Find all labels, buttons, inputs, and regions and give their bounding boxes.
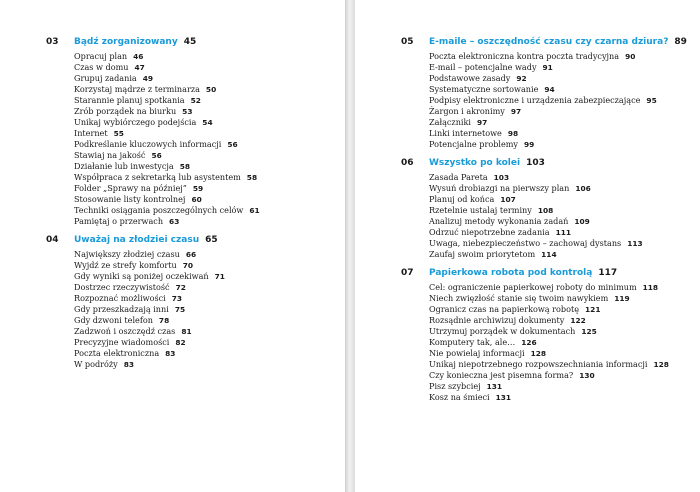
chapter-number: 07 xyxy=(401,268,414,278)
entry-list xyxy=(429,172,691,260)
entry-page-number: 81 xyxy=(181,327,192,336)
entry-title: Rzetelnie ustalaj terminy xyxy=(429,205,532,215)
entry-title: Stawiaj na jakość xyxy=(74,150,146,160)
entry-title: Podpisy elektroniczne i urządzenia zabezpieczające xyxy=(429,95,641,105)
toc-entry xyxy=(429,227,691,238)
chapter-number: 03 xyxy=(46,37,59,47)
entry-page-number: 59 xyxy=(192,184,204,193)
entry-title: Rozsądnie archiwizuj dokumenty xyxy=(429,315,565,325)
toc-entry xyxy=(429,304,691,315)
entry-title: Załączniki xyxy=(429,117,471,127)
entry-page-number: 126 xyxy=(521,338,537,347)
toc-column xyxy=(401,36,691,410)
toc-entry xyxy=(74,106,336,117)
entry-page-number: 83 xyxy=(165,349,176,358)
toc-entry xyxy=(74,282,336,293)
chapter xyxy=(46,234,336,370)
entry-page-number: 54 xyxy=(202,118,213,127)
entry-title: Gdy dzwoni telefon xyxy=(74,315,153,325)
toc-entry xyxy=(429,249,691,260)
entry-page-number: 106 xyxy=(575,184,591,193)
chapter-heading xyxy=(74,36,336,48)
toc-column xyxy=(46,36,336,377)
toc-entry xyxy=(74,260,336,271)
entry-title: Utrzymuj porządek w dokumentach xyxy=(429,326,576,336)
entry-title: Gdy wyniki są poniżej oczekiwań xyxy=(74,271,209,281)
entry-list xyxy=(74,51,336,227)
toc-entry xyxy=(429,95,691,106)
entry-page-number: 131 xyxy=(486,382,503,391)
entry-page-number: 121 xyxy=(585,305,601,314)
toc-entry xyxy=(74,161,336,172)
entry-title: Czy konieczna jest pisemna forma? xyxy=(429,370,574,380)
entry-page-number: 119 xyxy=(614,294,630,303)
toc-entry xyxy=(74,183,336,194)
entry-title: Działanie lub inwestycja xyxy=(74,161,174,171)
toc-entry xyxy=(74,348,336,359)
entry-page-number: 92 xyxy=(516,74,527,83)
entry-title: Planuj od końca xyxy=(429,194,495,204)
chapter-number: 04 xyxy=(46,235,59,245)
entry-page-number: 55 xyxy=(113,129,124,138)
chapter-title: Uważaj na złodziei czasu xyxy=(74,235,200,245)
entry-title: Komputery tak, ale… xyxy=(429,337,516,347)
toc-entry xyxy=(74,139,336,150)
toc-entry xyxy=(74,271,336,282)
chapter xyxy=(401,36,691,150)
entry-title: Żargon i akronimy xyxy=(429,106,505,116)
toc-entry xyxy=(429,238,691,249)
entry-page-number: 103 xyxy=(493,173,510,182)
entry-title: Dostrzec rzeczywistość xyxy=(74,282,170,292)
entry-title: Korzystaj mądrze z terminarza xyxy=(74,84,200,94)
entry-page-number: 91 xyxy=(542,63,553,72)
entry-page-number: 99 xyxy=(524,140,535,149)
toc-entry xyxy=(429,348,691,359)
entry-page-number: 95 xyxy=(646,96,657,105)
entry-page-number: 131 xyxy=(495,393,512,402)
entry-title: Folder „Sprawy na później” xyxy=(74,183,187,193)
entry-page-number: 128 xyxy=(530,349,546,358)
entry-title: Systematyczne sortowanie xyxy=(429,84,539,94)
entry-title: Rozpoznać możliwości xyxy=(74,293,166,303)
entry-title: Pamiętaj o przerwach xyxy=(74,216,164,226)
toc-entry xyxy=(429,326,691,337)
chapter xyxy=(401,267,691,403)
entry-page-number: 97 xyxy=(477,118,488,127)
toc-entry xyxy=(74,84,336,95)
toc-entry xyxy=(74,315,336,326)
toc-entry xyxy=(74,359,336,370)
entry-title: Unikaj wybiórczego podejścia xyxy=(74,117,197,127)
toc-entry xyxy=(74,337,336,348)
toc-entry xyxy=(429,194,691,205)
entry-page-number: 75 xyxy=(174,305,186,314)
entry-page-number: 130 xyxy=(579,371,595,380)
entry-page-number: 71 xyxy=(214,272,225,281)
entry-page-number: 90 xyxy=(625,52,636,61)
entry-page-number: 107 xyxy=(500,195,516,204)
entry-title: Ogranicz czas na papierkową robotę xyxy=(429,304,580,314)
entry-title: Cel: ograniczenie papierkowej roboty do minimum xyxy=(429,282,637,292)
entry-title: Poczta elektroniczna xyxy=(74,348,160,358)
entry-title: E-mail – potencjalne wady xyxy=(429,62,537,72)
entry-title: Niech zwięzłość stanie się twoim nawykiem xyxy=(429,293,609,303)
toc-entry xyxy=(429,205,691,216)
entry-title: Zasada Pareta xyxy=(429,172,488,182)
entry-page-number: 63 xyxy=(169,217,180,226)
entry-page-number: 98 xyxy=(507,129,519,138)
entry-title: Opracuj plan xyxy=(74,51,128,61)
toc-entry xyxy=(429,315,691,326)
toc-entry xyxy=(74,249,336,260)
chapter-page-number: 89 xyxy=(674,37,687,47)
entry-title: Analizuj metody wykonania zadań xyxy=(429,216,569,226)
chapter-number: 06 xyxy=(401,158,414,168)
entry-title: Wysuń drobiazgi na pierwszy plan xyxy=(429,183,570,193)
entry-page-number: 53 xyxy=(182,107,193,116)
toc-entry xyxy=(429,282,691,293)
entry-title: Starannie planuj spotkania xyxy=(74,95,185,105)
entry-title: Linki internetowe xyxy=(429,128,502,138)
entry-title: Zadzwoń i oszczędź czas xyxy=(74,326,176,336)
entry-title: Największy złodziej czasu xyxy=(74,249,180,259)
chapter-title: Papierkowa robota pod kontrolą xyxy=(429,268,593,278)
entry-title: Techniki osiągania poszczególnych celów xyxy=(74,205,244,215)
entry-page-number: 83 xyxy=(123,360,135,369)
toc-entry xyxy=(74,95,336,106)
entry-title: Precyzyjne wiadomości xyxy=(74,337,170,347)
entry-page-number: 56 xyxy=(227,140,238,149)
entry-page-number: 47 xyxy=(134,63,145,72)
chapter-page-number: 117 xyxy=(598,268,618,278)
entry-title: Grupuj zadania xyxy=(74,73,137,83)
entry-page-number: 111 xyxy=(555,228,572,237)
entry-page-number: 109 xyxy=(574,217,590,226)
toc-entry xyxy=(74,172,336,183)
right-page xyxy=(355,0,700,492)
toc-entry xyxy=(429,84,691,95)
entry-page-number: 70 xyxy=(182,261,194,270)
toc-entry xyxy=(74,326,336,337)
entry-list xyxy=(429,282,691,403)
chapter-heading xyxy=(74,234,336,246)
chapter-heading xyxy=(429,267,691,279)
entry-page-number: 97 xyxy=(510,107,522,116)
entry-page-number: 114 xyxy=(541,250,557,259)
entry-page-number: 118 xyxy=(642,283,659,292)
entry-page-number: 66 xyxy=(185,250,197,259)
toc-entry xyxy=(429,359,691,370)
entry-title: Unikaj niepotrzebnego rozpowszechniania informacji xyxy=(429,359,648,369)
chapter-heading xyxy=(429,157,691,169)
toc-entry xyxy=(74,293,336,304)
entry-list xyxy=(429,51,691,150)
entry-title: Stosowanie listy kontrolnej xyxy=(74,194,186,204)
chapter-page-number: 45 xyxy=(183,37,197,47)
toc-entry xyxy=(429,139,691,150)
chapter-title: Bądź zorganizowany xyxy=(74,37,178,47)
entry-page-number: 78 xyxy=(158,316,170,325)
toc-entry xyxy=(74,117,336,128)
chapter-number: 05 xyxy=(401,37,414,47)
entry-page-number: 72 xyxy=(175,283,186,292)
entry-page-number: 94 xyxy=(544,85,555,94)
toc-entry xyxy=(74,73,336,84)
toc-entry xyxy=(429,172,691,183)
entry-title: Podkreślanie kluczowych informacji xyxy=(74,139,222,149)
toc-entry xyxy=(429,128,691,139)
entry-title: Potencjalne problemy xyxy=(429,139,519,149)
toc-entry xyxy=(74,194,336,205)
entry-page-number: 46 xyxy=(133,52,144,61)
entry-page-number: 125 xyxy=(581,327,597,336)
toc-entry xyxy=(429,293,691,304)
book-gutter xyxy=(345,0,355,492)
toc-entry xyxy=(429,62,691,73)
entry-page-number: 73 xyxy=(171,294,183,303)
entry-page-number: 108 xyxy=(537,206,554,215)
toc-entry xyxy=(429,337,691,348)
toc-entry xyxy=(429,216,691,227)
entry-title: Zrób porządek na biurku xyxy=(74,106,177,116)
entry-title: Poczta elektroniczna kontra poczta tradycyjna xyxy=(429,51,620,61)
toc-entry xyxy=(429,381,691,392)
entry-title: W podróży xyxy=(74,359,118,369)
entry-page-number: 56 xyxy=(151,151,162,160)
chapter-title: E-maile – oszczędność czasu czy czarna dziura? xyxy=(429,37,669,47)
toc-entry xyxy=(429,117,691,128)
toc-entry xyxy=(74,62,336,73)
toc-entry xyxy=(74,150,336,161)
entry-title: Nie powielaj informacji xyxy=(429,348,525,358)
chapter-title: Wszystko po kolei xyxy=(429,158,521,168)
toc-entry xyxy=(74,205,336,216)
chapter-page-number: 103 xyxy=(526,158,545,168)
entry-title: Czas w domu xyxy=(74,62,129,72)
toc-entry xyxy=(429,392,691,403)
chapter-page-number: 65 xyxy=(205,235,218,245)
toc-entry xyxy=(429,370,691,381)
entry-title: Gdy przeszkadzają inni xyxy=(74,304,169,314)
entry-page-number: 128 xyxy=(653,360,669,369)
toc-entry xyxy=(74,304,336,315)
chapter-heading xyxy=(429,36,691,48)
entry-title: Podstawowe zasady xyxy=(429,73,511,83)
entry-title: Kosz na śmieci xyxy=(429,392,490,402)
toc-entry xyxy=(74,128,336,139)
entry-list xyxy=(74,249,336,370)
toc-entry xyxy=(429,183,691,194)
entry-title: Współpraca z sekretarką lub asystentem xyxy=(74,172,241,182)
entry-page-number: 61 xyxy=(249,206,260,215)
entry-page-number: 82 xyxy=(175,338,186,347)
chapter xyxy=(46,36,336,227)
entry-title: Wyjdź ze strefy komfortu xyxy=(74,260,177,270)
entry-title: Pisz szybciej xyxy=(429,381,481,391)
entry-page-number: 60 xyxy=(191,195,202,204)
entry-title: Uwaga, niebezpieczeństwo – zachowaj dystans xyxy=(429,238,622,248)
entry-title: Odrzuć niepotrzebne zadania xyxy=(429,227,550,237)
entry-page-number: 50 xyxy=(205,85,217,94)
entry-page-number: 52 xyxy=(190,96,201,105)
toc-entry xyxy=(74,51,336,62)
toc-entry xyxy=(74,216,336,227)
entry-page-number: 122 xyxy=(570,316,586,325)
toc-entry xyxy=(429,51,691,62)
entry-page-number: 58 xyxy=(246,173,258,182)
entry-page-number: 49 xyxy=(142,74,154,83)
chapter xyxy=(401,157,691,260)
entry-title: Zaufaj swoim priorytetom xyxy=(429,249,536,259)
entry-page-number: 58 xyxy=(179,162,190,171)
left-page xyxy=(0,0,345,492)
toc-entry xyxy=(429,106,691,117)
entry-title: Internet xyxy=(74,128,108,138)
toc-entry xyxy=(429,73,691,84)
entry-page-number: 113 xyxy=(627,239,643,248)
